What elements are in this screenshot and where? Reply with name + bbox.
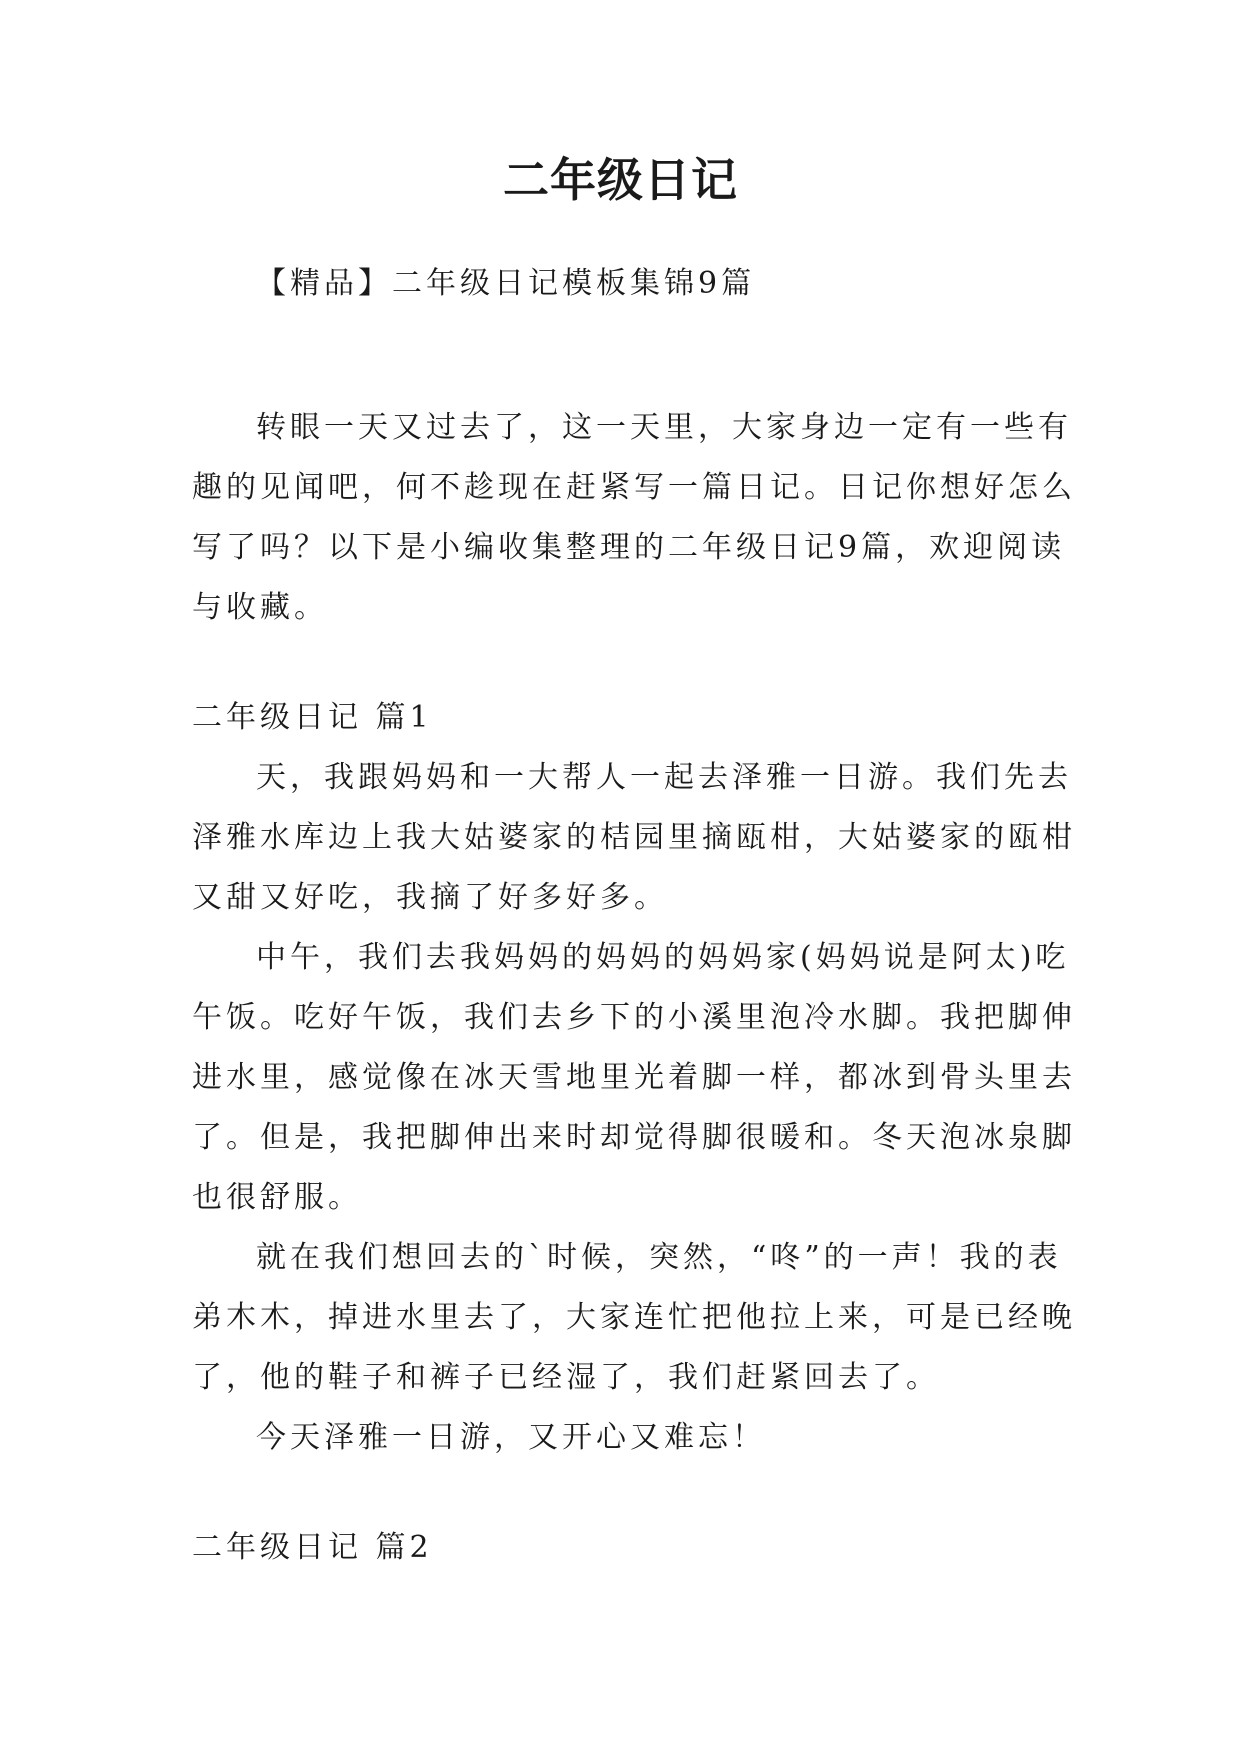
intro-line: 与收藏。 bbox=[192, 590, 328, 625]
intro-line: 趣的见闻吧，何不趁现在赶紧写一篇日记。日记你想好怎么 bbox=[192, 470, 1076, 505]
intro-line: 写了吗？以下是小编收集整理的二年级日记9篇，欢迎阅读 bbox=[192, 530, 1066, 565]
section-line: 天，我跟妈妈和一大帮人一起去泽雅一日游。我们先去 bbox=[256, 760, 1072, 795]
section-line: 午饭。吃好午饭，我们去乡下的小溪里泡冷水脚。我把脚伸 bbox=[192, 1000, 1076, 1035]
section-line: 进水里，感觉像在冰天雪地里光着脚一样，都冰到骨头里去 bbox=[192, 1060, 1076, 1095]
section-line: 也很舒服。 bbox=[192, 1180, 362, 1215]
intro-line: 转眼一天又过去了，这一天里，大家身边一定有一些有 bbox=[256, 410, 1072, 445]
section-line: 又甜又好吃，我摘了好多好多。 bbox=[192, 880, 668, 915]
section-heading: 二年级日记 篇1 bbox=[192, 700, 433, 735]
section-line: 泽雅水库边上我大姑婆家的桔园里摘瓯柑，大姑婆家的瓯柑 bbox=[192, 820, 1076, 855]
section-line: 中午，我们去我妈妈的妈妈的妈妈家(妈妈说是阿太)吃 bbox=[256, 940, 1070, 975]
section-line: 今天泽雅一日游，又开心又难忘！ bbox=[256, 1420, 766, 1455]
section-line: 了，他的鞋子和裤子已经湿了，我们赶紧回去了。 bbox=[192, 1360, 940, 1395]
document-title: 二年级日记 bbox=[503, 153, 738, 207]
section-line: 就在我们想回去的`时候，突然，“咚”的一声！我的表 bbox=[256, 1240, 1062, 1275]
section-line: 弟木木，掉进水里去了，大家连忙把他拉上来，可是已经晚 bbox=[192, 1300, 1076, 1335]
section-line: 了。但是，我把脚伸出来时却觉得脚很暖和。冬天泡冰泉脚 bbox=[192, 1120, 1076, 1155]
document-subtitle: 【精品】二年级日记模板集锦9篇 bbox=[256, 266, 756, 301]
section-heading: 二年级日记 篇2 bbox=[192, 1530, 433, 1565]
